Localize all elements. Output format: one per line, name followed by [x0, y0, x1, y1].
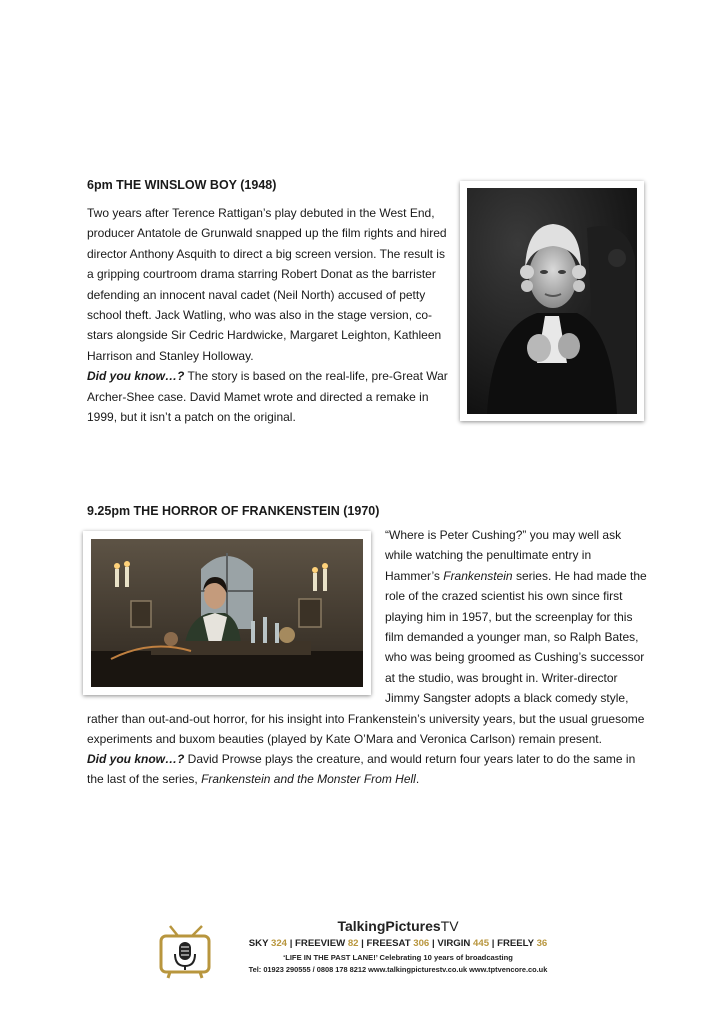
separator: | — [491, 938, 495, 949]
sequel-title: Frankenstein and the Monster From Hell — [201, 772, 416, 787]
footer-text — [222, 918, 574, 974]
brand-talking: Talking — [337, 918, 386, 934]
winslow-boy-body: Two years after Terence Rattigan’s play debuted in the West End, producer Antatole de Grunwald snapped up the film rights and hired director Anthony Asquith to direct a big screen version. The result is a gripping courtroom drama starring Robert Donat as the barrister defending an innocent naval cadet (Neil North) accused of petty school theft. Jack Watling, who was also in the stage version, co-stars alongside Sir Cedric Hardwicke, Margaret Leighton, Kathleen Harrison and Stanley Holloway. — [87, 206, 447, 363]
channel-list — [222, 938, 574, 949]
channel-virgin: VIRGIN 445 — [437, 938, 490, 949]
did-you-know-label: Did you know…? — [87, 369, 185, 384]
did-you-know-end: . — [415, 772, 420, 787]
frankenstein-body-part-2: series. He had made the role of the crazed scientist his own since first playing him in 1957, but the screenplay for this film demanded a younger man, so Ralph Bates, who was being groomed as Cushing’s successor at the studio, was brought in. Writer-director Jimmy Sangster adopts a black comedy style, rather than out-and-out horror, for his insight into Frankenstein’s university years, but the usual gruesome experiments and buxom beauties (played by Kate O’Mara and Veronica Carlson) remain present. — [87, 568, 647, 747]
retro-tv-microphone-logo-icon — [158, 924, 212, 980]
frankenstein-text-flow — [87, 525, 647, 749]
channel-freesat: FREESAT 306 — [366, 938, 430, 949]
barrister-portrait-image — [467, 188, 637, 414]
winslow-boy-photo — [467, 188, 637, 414]
winslow-boy-did-you-know — [87, 366, 450, 427]
brand-name — [222, 918, 574, 934]
channel-sky: SKY 324 — [248, 938, 288, 949]
contact-info: Tel: 01923 290555 / 0808 178 8212 www.talkingpicturestv.co.uk www.tptvencore.co.uk — [248, 965, 548, 974]
brand-tv: TV — [440, 918, 459, 934]
did-you-know-label-2: Did you know…? — [87, 752, 185, 766]
brand-pictures: Pictures — [385, 918, 441, 934]
did-you-know-text: The story is based on the real-life, pre-Great War Archer-Shee case. David Mamet wrote and directed a remake in 1999, but it isn’t a patch on the original. — [87, 369, 448, 425]
section-heading-horror-of-frankenstein: 9.25pm THE HORROR OF FRANKENSTEIN (1970) — [87, 504, 380, 518]
footer-banner — [150, 918, 580, 980]
channel-freeview: FREEVIEW 82 — [295, 938, 359, 949]
frankenstein-series-title: Frankenstein — [443, 568, 513, 583]
did-you-know-text-2: David Prowse plays the creature, and would return four years later to do the same in the last of the series, — [87, 752, 636, 787]
winslow-boy-text — [87, 203, 450, 427]
frankenstein-did-you-know — [87, 749, 647, 790]
winslow-boy-photo-frame — [460, 181, 644, 421]
image-float-spacer — [87, 525, 385, 705]
section-heading-winslow-boy: 6pm THE WINSLOW BOY (1948) — [87, 178, 277, 192]
frankenstein-body-part-1: “Where is Peter Cushing?” you may well ask while watching the penultimate entry in Hammer’s — [385, 528, 622, 583]
separator: | — [361, 938, 364, 949]
separator: | — [289, 938, 293, 949]
channel-freely: FREELY 36 — [497, 938, 548, 949]
tagline: ‘LIFE IN THE PAST LANE!’ Celebrating 10 years of broadcasting — [283, 953, 513, 962]
separator: | — [431, 938, 435, 949]
